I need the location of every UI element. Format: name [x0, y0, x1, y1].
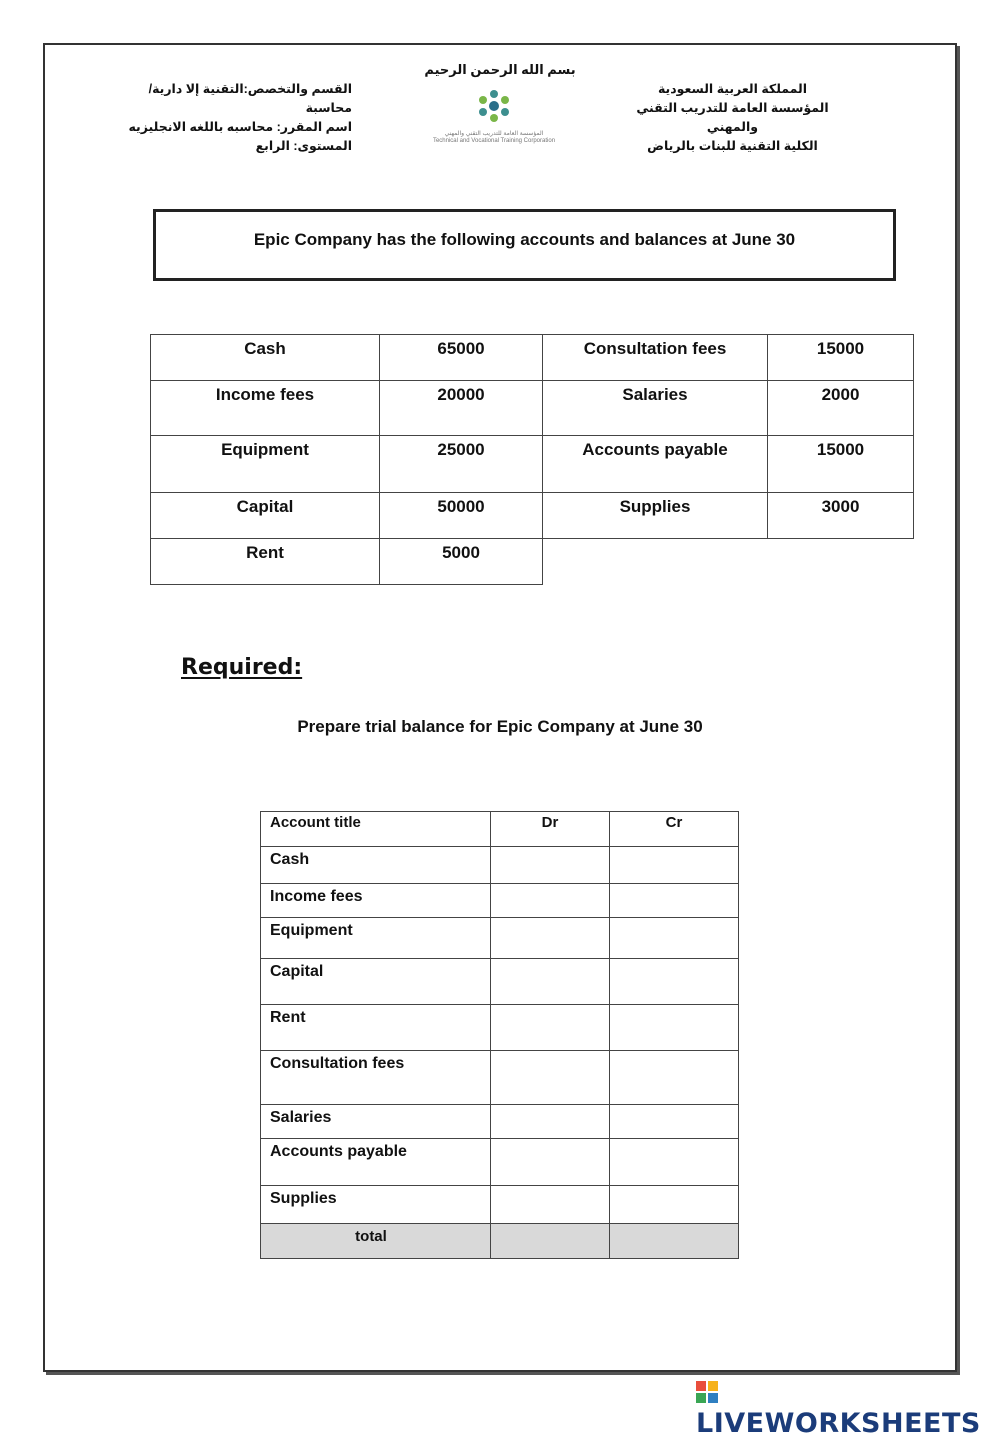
account-name: Consultation fees — [543, 335, 768, 381]
cr-cell[interactable] — [610, 1051, 739, 1105]
cr-cell[interactable] — [610, 1186, 739, 1224]
level-line: المستوى: الرابع — [255, 139, 352, 153]
account-title: Equipment — [261, 918, 491, 959]
header-account-title: Account title — [261, 812, 491, 847]
liveworksheets-logo-icon — [696, 1381, 718, 1403]
table-row — [151, 539, 914, 585]
table-row — [151, 335, 914, 381]
cr-cell[interactable] — [610, 1005, 739, 1051]
kingdom-line: المملكة العربية السعودية — [657, 82, 808, 96]
basmala: بسم الله الرحمن الرحيم — [424, 62, 576, 77]
account-name: Equipment — [151, 436, 380, 493]
total-label: total — [261, 1224, 491, 1259]
header-institution-info — [615, 80, 850, 156]
table-row — [261, 1005, 739, 1051]
table-row — [261, 884, 739, 918]
cr-cell[interactable] — [610, 1139, 739, 1186]
trial-balance-table — [260, 811, 739, 1259]
dr-cell[interactable] — [491, 1005, 610, 1051]
account-name: Salaries — [543, 381, 768, 436]
dr-cell[interactable] — [491, 884, 610, 918]
dr-cell[interactable] — [491, 1139, 610, 1186]
cr-cell[interactable] — [610, 959, 739, 1005]
table-header-row — [261, 812, 739, 847]
table-row — [261, 959, 739, 1005]
dr-cell[interactable] — [491, 959, 610, 1005]
dr-total-cell[interactable] — [491, 1224, 610, 1259]
course-name-line: اسم المقرر: محاسبه باللغه الانجليزيه — [128, 120, 352, 134]
account-balance: 15000 — [768, 335, 914, 381]
account-name: Accounts payable — [543, 436, 768, 493]
account-title: Accounts payable — [261, 1139, 491, 1186]
account-balance: 50000 — [380, 493, 543, 539]
account-title: Income fees — [261, 884, 491, 918]
account-name: Cash — [151, 335, 380, 381]
tvtc-logo — [432, 86, 556, 154]
table-row — [261, 918, 739, 959]
account-balance: 2000 — [768, 381, 914, 436]
cr-total-cell[interactable] — [610, 1224, 739, 1259]
account-balance: 65000 — [380, 335, 543, 381]
table-row — [151, 493, 914, 539]
balances-table — [150, 334, 914, 585]
account-balance: 3000 — [768, 493, 914, 539]
account-name: Capital — [151, 493, 380, 539]
account-title: Cash — [261, 847, 491, 884]
liveworksheets-brand[interactable] — [696, 1377, 996, 1439]
dr-cell[interactable] — [491, 1051, 610, 1105]
account-title: Rent — [261, 1005, 491, 1051]
tvtc-logo-icon — [474, 86, 514, 126]
account-title: Supplies — [261, 1186, 491, 1224]
brand-text: LIVEWORKSHEETS — [696, 1408, 981, 1439]
account-balance: 5000 — [380, 539, 543, 585]
department-line: القسم والتخصص:التقنية إلا دارية/محاسبة — [148, 82, 352, 115]
header-course-info — [120, 80, 352, 156]
account-balance: 15000 — [768, 436, 914, 493]
account-title: Consultation fees — [261, 1051, 491, 1105]
required-heading: Required: — [181, 655, 303, 680]
account-name: Income fees — [151, 381, 380, 436]
account-name: Rent — [151, 539, 380, 585]
account-balance: 25000 — [380, 436, 543, 493]
intro-box: Epic Company has the following accounts and balances at June 30 — [153, 209, 896, 281]
table-row — [261, 847, 739, 884]
logo-caption-ar: المؤسسة العامة للتدريب التقني والمهني — [444, 131, 544, 137]
dr-cell[interactable] — [491, 847, 610, 884]
account-title: Capital — [261, 959, 491, 1005]
table-row — [151, 436, 914, 493]
table-row — [261, 1186, 739, 1224]
account-title: Salaries — [261, 1105, 491, 1139]
dr-cell[interactable] — [491, 1186, 610, 1224]
college-line: الكلية التقنية للبنات بالرياض — [647, 139, 818, 153]
task-instruction: Prepare trial balance for Epic Company at June 30 — [297, 717, 703, 736]
table-row — [151, 381, 914, 436]
cr-cell[interactable] — [610, 884, 739, 918]
account-balance: 20000 — [380, 381, 543, 436]
account-name: Supplies — [543, 493, 768, 539]
logo-caption-en: Technical and Vocational Training Corporation — [432, 138, 556, 144]
dr-cell[interactable] — [491, 918, 610, 959]
table-row — [261, 1051, 739, 1105]
corporation-line: المؤسسة العامة للتدريب التقني والمهني — [636, 101, 829, 134]
cr-cell[interactable] — [610, 847, 739, 884]
header-dr: Dr — [491, 812, 610, 847]
table-row — [261, 1105, 739, 1139]
cr-cell[interactable] — [610, 918, 739, 959]
header-cr: Cr — [610, 812, 739, 847]
total-row — [261, 1224, 739, 1259]
table-row — [261, 1139, 739, 1186]
cr-cell[interactable] — [610, 1105, 739, 1139]
empty-cell — [543, 539, 914, 585]
dr-cell[interactable] — [491, 1105, 610, 1139]
